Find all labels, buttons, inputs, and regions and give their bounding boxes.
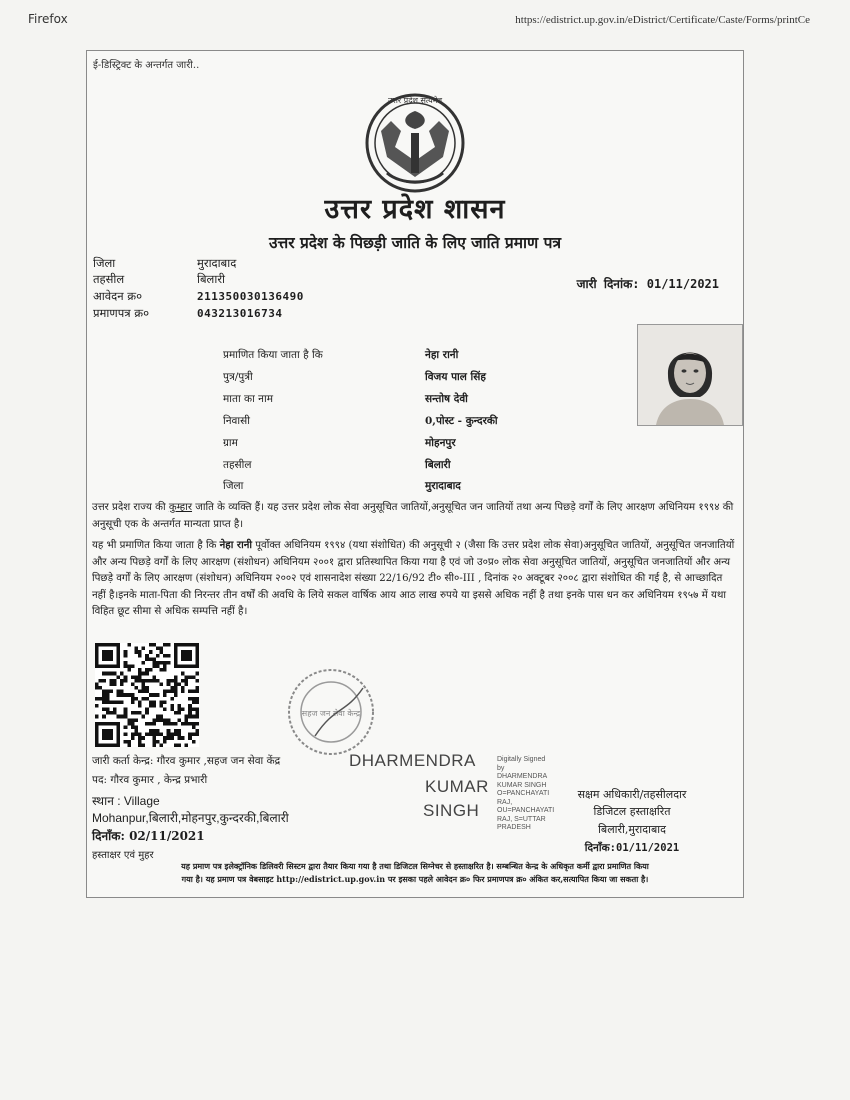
applicant-name: नेहा रानी: [425, 349, 459, 361]
svg-text:सहज जन सेवा केन्द्र: सहज जन सेवा केन्द्र: [301, 709, 361, 718]
application-number: 211350030136490: [197, 290, 304, 303]
detail-district-label: जिला: [223, 480, 244, 492]
certificate-footer: यह प्रमाण पत्र इलेक्ट्रॉनिक डिलिवरी सिस्टम द्वारा तैयार किया गया है तथा डिजिटल सिग्नेचर से हस्ताक्षरित है। सम्बन्धित केन्द्र के अधिकृत कर्मी द्वारा प्रमाणित किया गया है। यह प्रमाण पत्र वेबसाइट http://edistrict.up.gov.in पर इसका पहले आवेदन क्र० फिर प्रमाणपत्र क्र० अंकित कर,सत्यापित किया जा सकता है।: [181, 861, 649, 884]
tehsil-value: बिलारी: [197, 272, 226, 286]
village-value: मोहनपुर: [425, 437, 456, 449]
issuing-center: जारी कर्ता केन्द्र: गौरव कुमार ,सहज जन सेवा केंद्र: [92, 755, 281, 767]
signer-last-name: SINGH: [423, 801, 480, 820]
para-applicant-name: नेहा रानी: [219, 539, 253, 551]
district-value: मुरादाबाद: [197, 256, 237, 270]
mother-name: सन्तोष देवी: [425, 393, 468, 405]
district-label: जिला: [93, 256, 116, 270]
father-name: विजय पाल सिंह: [425, 371, 486, 383]
officer-place: बिलारी,मुरादाबाद: [598, 823, 666, 836]
application-label: आवेदन क्र०: [93, 289, 143, 303]
detail-district-value: मुरादाबाद: [425, 480, 461, 492]
qr-code: [95, 643, 199, 747]
browser-name: Firefox: [28, 12, 68, 26]
creamy-layer-paragraph: यह भी प्रमाणित किया जाता है कि नेहा रानी पूर्वोक्त अधिनियम १९९४ (यथा संशोधित) की अनुसूची २ (जैसा कि उत्तर प्रदेश लोक सेवा)अनुसूचित जातियों, अनुसूचित जनजातियों और अन्य पिछड़े वर्गों के लिए आरक्षण (संशोधन) अधिनियम २००१ द्वारा प्रतिस्थापित किया गया है एवं जो उ०प्र० लोक सेवा अनुसूचित जातियों, अनुसूचित जनजातियों और अन्य पिछड़े वर्गों के लिए आरक्षण (संशोधन) अधिनियम २००२ एवं शासनादेश संख्या 22/16/92 टी० सी०-III , दिनांक २० अक्टूबर २००८ द्वारा संशोधित की गई है, से आच्छादित नहीं है।इनके माता-पिता की निरन्तर तीन वर्षों की अवधि के लिये सकल वार्षिक आय आठ लाख रुपये या इससे अधिक नहीं है तथा इनके पास धन कर अधिनियम १९५७ में यथा विहित छूट सीमा से अधिक सम्पत्ति नहीं है।: [92, 539, 735, 617]
officer-signature-status: डिजिटल हस्ताक्षरित: [593, 805, 671, 818]
officer-title: सक्षम अधिकारी/तहसीलदार: [577, 788, 687, 801]
certified-label: प्रमाणित किया जाता है कि: [223, 349, 323, 361]
officer-date: दिनाँक:01/11/2021: [584, 842, 680, 854]
svg-text:उत्तर प्रदेश सत्यमेव: उत्तर प्रदेश सत्यमेव: [387, 96, 443, 105]
issued-date: दिनाँक: 02/11/2021: [92, 829, 205, 843]
detail-tehsil-value: बिलारी: [425, 459, 451, 471]
caste-certificate: [86, 50, 744, 898]
edistrict-note: ई-डिस्ट्रिक्ट के अन्तर्गत जारी..: [93, 60, 200, 71]
certificate-title: उत्तर प्रदेश शासन: [324, 194, 506, 225]
village-label: ग्राम: [223, 437, 238, 449]
child-label: पुत्र/पुत्री: [223, 371, 253, 383]
digital-signature-details: Digitally Signed by DHARMENDRA KUMAR SINGH O=PANCHAYATI RAJ, OU=PANCHAYATI RAJ, S=UTTAR PRADESH: [497, 756, 555, 831]
resident-value: 0,पोस्ट - कुन्दरकी: [425, 415, 498, 427]
detail-tehsil-label: तहसील: [223, 459, 252, 471]
signer-middle-name: KUMAR: [425, 777, 489, 796]
place-label: स्थान : Village: [92, 794, 160, 808]
issuer-designation: पद: गौरव कुमार , केन्द्र प्रभारी: [92, 774, 208, 786]
issue-date: जारी दिनांक: 01/11/2021: [576, 277, 719, 291]
signer-first-name: DHARMENDRA: [349, 751, 476, 770]
tehsil-label: तहसील: [93, 272, 125, 286]
certificate-no-label: प्रमाणपत्र क्र०: [93, 306, 150, 320]
issuing-center-seal: [285, 666, 377, 758]
page-url: https://edistrict.up.gov.in/eDistrict/Certificate/Caste/Forms/printCe: [515, 14, 810, 26]
mother-label: माता का नाम: [223, 393, 273, 405]
caste-name: कुम्हार: [168, 502, 193, 513]
place-value: Mohanpur,बिलारी,मोहनपुर,कुन्दरकी,बिलारी: [92, 811, 289, 825]
certificate-subtitle: उत्तर प्रदेश के पिछड़ी जाति के लिए जाति प्रमाण पत्र: [269, 233, 561, 252]
signature-label: हस्ताक्षर एवं मुहर: [92, 850, 154, 861]
applicant-photo: [637, 324, 743, 426]
resident-label: निवासी: [223, 415, 250, 427]
certificate-number: 043213016734: [197, 307, 283, 320]
caste-paragraph: उत्तर प्रदेश राज्य की कुम्हार जाति के व्यक्ति हैं। यह उत्तर प्रदेश लोक सेवा अनुसूचित जातियों,अनुसूचित जन जातियों तथा अन्य पिछड़े वर्गों के लिए आरक्षण अधिनियम १९९४ की अनुसूची एक के अन्तर्गत मान्यता प्राप्त है।: [92, 502, 734, 530]
